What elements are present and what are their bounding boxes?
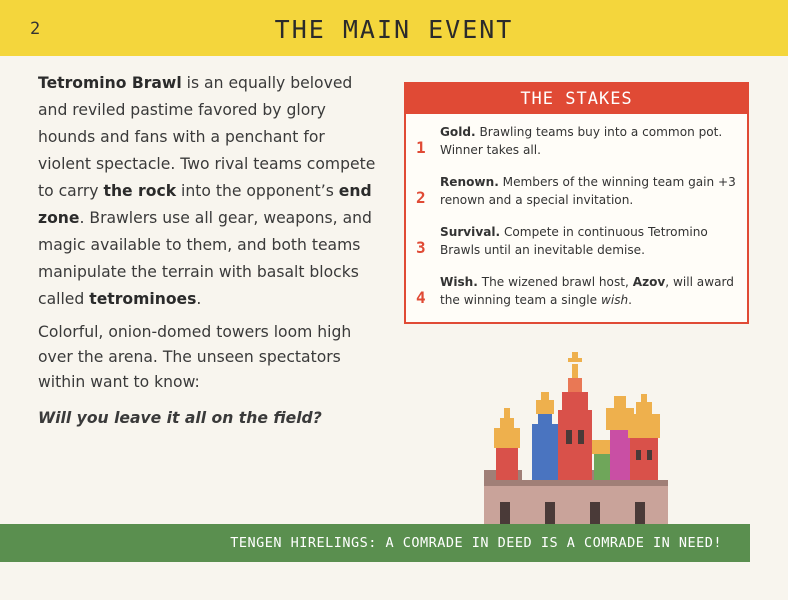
text-run: . xyxy=(196,290,202,308)
stakes-item-text: Survival. xyxy=(440,225,501,239)
stakes-item xyxy=(406,223,747,273)
stakes-item-text: Members of the winning team gain +3 renown and a special invitation. xyxy=(440,175,736,207)
stakes-item-text: Renown. xyxy=(440,175,499,189)
bold-term: tetrominoes xyxy=(89,290,197,308)
stakes-item-number: 2 xyxy=(416,188,426,207)
stakes-item-text: Azov xyxy=(632,275,666,289)
stakes-heading: THE STAKES xyxy=(406,84,747,114)
bold-term: end zone xyxy=(38,182,372,227)
stakes-item-text: Wish. xyxy=(440,275,478,289)
page-title: THE MAIN EVENT xyxy=(274,15,514,44)
stakes-item-text: Compete in continuous Tetromino Brawls until an inevitable demise. xyxy=(440,225,708,257)
intro-text xyxy=(38,70,376,432)
pixel-castle-icon xyxy=(470,350,675,528)
text-run: into the opponent’s xyxy=(176,182,339,200)
stakes-item-text: Gold. xyxy=(440,125,476,139)
intro-paragraph xyxy=(38,70,376,313)
bold-term: Tetromino Brawl xyxy=(38,74,182,92)
stakes-item-text: . xyxy=(628,293,633,307)
page-header xyxy=(0,0,788,56)
stakes-item xyxy=(406,173,747,223)
stakes-item-number: 4 xyxy=(416,288,426,307)
footer-banner: TENGEN HIRELINGS: A COMRADE IN DEED IS A COMRADE IN NEED! xyxy=(0,524,750,562)
bold-term: the rock xyxy=(103,182,177,200)
stakes-item-text: wish xyxy=(600,293,629,307)
stakes-item xyxy=(406,273,747,323)
spectators-paragraph: Colorful, onion-domed towers loom high over the arena. The unseen spectators within want to know: xyxy=(38,323,352,391)
stakes-box xyxy=(404,82,749,324)
closing-question: Will you leave it all on the field? xyxy=(38,409,322,427)
text-run: . Brawlers use all gear, weapons, and magic available to them, and both teams manipulate the terrain with basalt blocks called xyxy=(38,209,372,308)
stakes-item xyxy=(406,123,747,173)
page-number: 2 xyxy=(30,19,41,39)
stakes-list xyxy=(406,114,747,323)
stakes-item-number: 1 xyxy=(416,138,426,157)
stakes-item-text: The wizened brawl host, xyxy=(477,275,633,289)
stakes-item-text: Brawling teams buy into a common pot. Winner takes all. xyxy=(440,125,723,157)
stakes-item-number: 3 xyxy=(416,238,426,257)
stakes-item-text: , will award the winning team a single xyxy=(440,275,734,307)
text-run: is an equally beloved and reviled pastime favored by glory hounds and fans with a penchant for violent spectacle. Two rival teams compete to carry xyxy=(38,74,376,200)
